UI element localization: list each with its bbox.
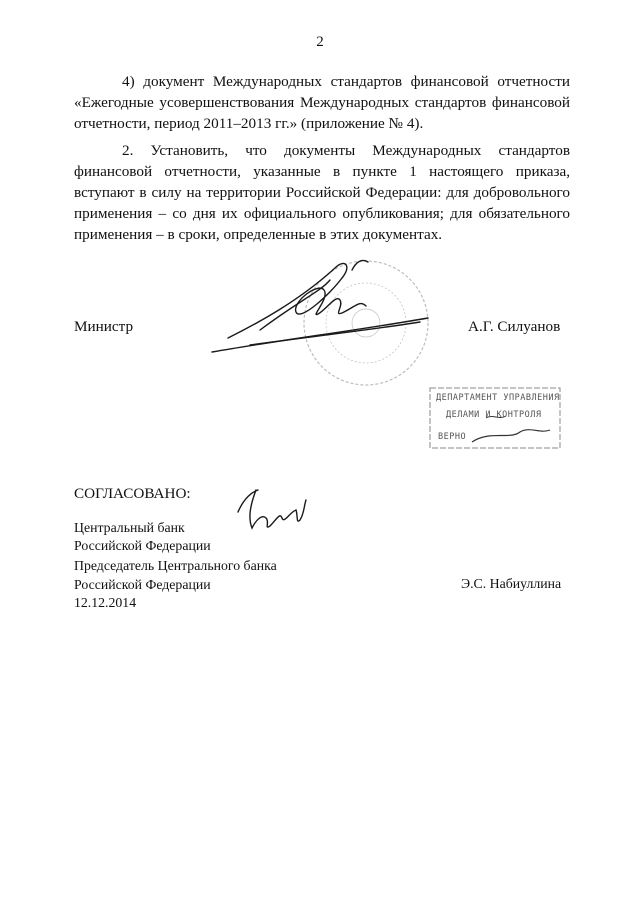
approval-heading: СОГЛАСОВАНО: xyxy=(74,485,191,502)
paragraph-clause-2: 2. Установить, что документы Международных стандартов финансовой отчетности, указанные в пункте 1 настоящего приказа, вступают в силу на территории Российской Федерации: для добровольного применения – со дня их официального опубликования; для обязательного применения – в сроки, определенные в этих документах. xyxy=(74,142,570,243)
signatory-name: А.Г. Силуанов xyxy=(468,318,561,335)
page-number: 2 xyxy=(316,34,324,50)
approval-org-line-1: Центральный банк xyxy=(74,520,185,535)
minister-signature xyxy=(212,260,428,352)
stamp-line-3: ВЕРНО xyxy=(438,432,467,442)
approval-position-line-1: Председатель Центрального банка xyxy=(74,558,277,573)
approval-signature xyxy=(238,490,306,528)
approval-date: 12.12.2014 xyxy=(74,595,137,610)
signatory-title: Министр xyxy=(74,318,134,335)
approval-name: Э.С. Набиуллина xyxy=(461,576,562,591)
stamp-line-1: ДЕПАРТАМЕНТ УПРАВЛЕНИЯ xyxy=(436,393,560,403)
stamp-line-2: ДЕЛАМИ И КОНТРОЛЯ xyxy=(446,410,542,420)
paragraph-item-4: 4) документ Международных стандартов финансовой отчетности «Ежегодные усовершенствования Международных стандартов финансовой отчетности, период 2011–2013 гг.» (приложение № 4). xyxy=(74,73,570,132)
official-seal xyxy=(304,261,428,385)
approval-position-line-2: Российской Федерации xyxy=(74,577,211,592)
approval-org-line-2: Российской Федерации xyxy=(74,538,211,553)
